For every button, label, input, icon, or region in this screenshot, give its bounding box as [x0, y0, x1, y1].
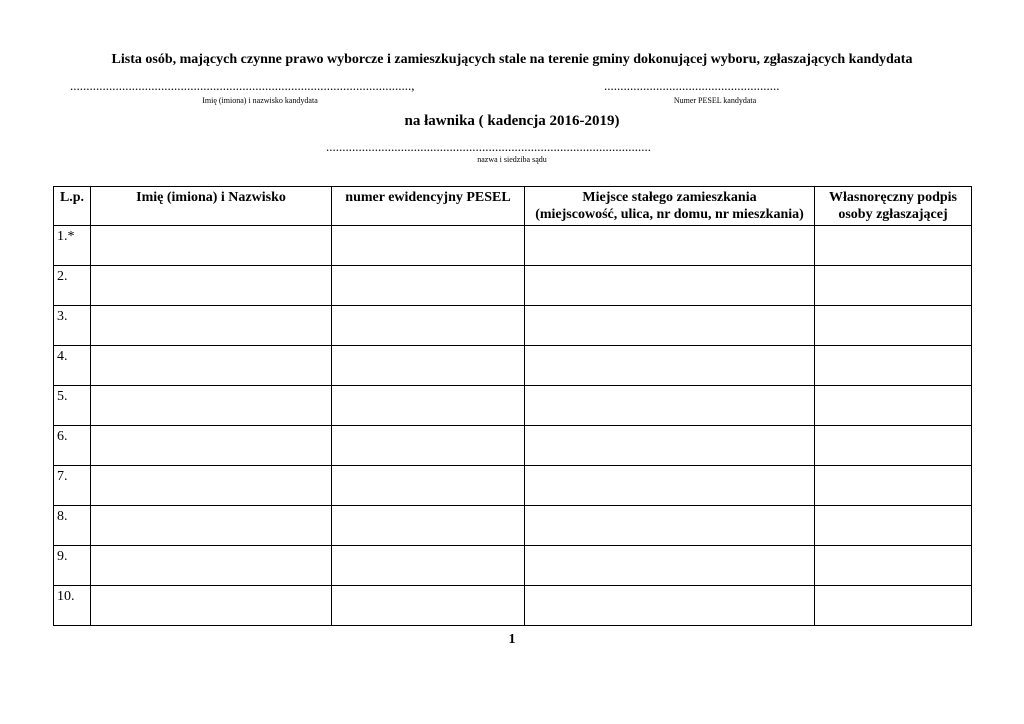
pesel-cell[interactable] [332, 226, 525, 266]
address-cell[interactable] [525, 586, 815, 626]
court-caption: nazwa i siedziba sądu [477, 155, 547, 164]
address-cell[interactable] [525, 266, 815, 306]
address-cell[interactable] [525, 546, 815, 586]
name-cell[interactable] [91, 506, 332, 546]
row-number-cell: 7. [54, 466, 91, 506]
table-row [54, 466, 972, 506]
pesel-cell[interactable] [332, 586, 525, 626]
signature-cell[interactable] [815, 586, 972, 626]
candidate-name-caption: Imię (imiona) i nazwisko kandydata [202, 96, 318, 105]
row-number-cell: 10. [54, 586, 91, 626]
document-title: Lista osób, mających czynne prawo wyborcze i zamieszkujących stale na terenie gminy dokonującej wyboru, zgłaszających kandydata [111, 52, 913, 67]
column-header-line: Miejsce stałego zamieszkania [582, 190, 757, 205]
pesel-cell[interactable] [332, 546, 525, 586]
signature-cell[interactable] [815, 306, 972, 346]
pesel-cell[interactable] [332, 466, 525, 506]
row-number-cell: 8. [54, 506, 91, 546]
table-header-row [54, 187, 972, 226]
table-row [54, 426, 972, 466]
name-cell[interactable] [91, 386, 332, 426]
table-row [54, 386, 972, 426]
page-number: 1 [508, 632, 516, 647]
address-cell[interactable] [525, 466, 815, 506]
column-header-line: numer ewidencyjny PESEL [345, 190, 511, 205]
document-subtitle: na ławnika ( kadencja 2016-2019) [404, 113, 620, 129]
row-number-cell: 3. [54, 306, 91, 346]
row-number-cell: 5. [54, 386, 91, 426]
signature-cell[interactable] [815, 546, 972, 586]
table-row [54, 346, 972, 386]
name-cell[interactable] [91, 586, 332, 626]
row-number-cell: 2. [54, 266, 91, 306]
name-cell[interactable] [91, 226, 332, 266]
address-cell[interactable] [525, 226, 815, 266]
candidate-pesel-dots: ...................................................... [604, 78, 780, 93]
signature-cell[interactable] [815, 346, 972, 386]
table-row [54, 266, 972, 306]
row-number-cell: 6. [54, 426, 91, 466]
signature-cell[interactable] [815, 226, 972, 266]
signatures-table [53, 186, 972, 626]
name-cell[interactable] [91, 466, 332, 506]
column-header-signature [815, 187, 972, 226]
column-header-pesel [332, 187, 525, 226]
address-cell[interactable] [525, 386, 815, 426]
row-number-cell: 9. [54, 546, 91, 586]
signature-cell[interactable] [815, 466, 972, 506]
pesel-cell[interactable] [332, 386, 525, 426]
column-header-lp [54, 187, 91, 226]
row-number-cell: 4. [54, 346, 91, 386]
pesel-cell[interactable] [332, 306, 525, 346]
table-row [54, 546, 972, 586]
column-header-line: Własnoręczny podpis [829, 190, 957, 205]
column-header-line: (miejscowość, ulica, nr domu, nr mieszkania) [535, 207, 804, 222]
address-cell[interactable] [525, 306, 815, 346]
candidate-pesel-caption: Numer PESEL kandydata [673, 96, 757, 105]
court-dots: .................................................................................................... [326, 139, 651, 154]
address-cell[interactable] [525, 426, 815, 466]
name-cell[interactable] [91, 546, 332, 586]
signature-cell[interactable] [815, 506, 972, 546]
column-header-line: osoby zgłaszającej [838, 207, 948, 222]
pesel-cell[interactable] [332, 346, 525, 386]
table-row [54, 306, 972, 346]
address-cell[interactable] [525, 506, 815, 546]
name-cell[interactable] [91, 306, 332, 346]
pesel-cell[interactable] [332, 506, 525, 546]
column-header-line: L.p. [59, 190, 85, 205]
signature-cell[interactable] [815, 426, 972, 466]
column-header-line: Imię (imiona) i Nazwisko [136, 190, 286, 205]
table-row [54, 586, 972, 626]
row-number-cell: 1.* [54, 226, 91, 266]
address-cell[interactable] [525, 346, 815, 386]
name-cell[interactable] [91, 266, 332, 306]
name-cell[interactable] [91, 346, 332, 386]
table-row [54, 506, 972, 546]
name-cell[interactable] [91, 426, 332, 466]
candidate-name-dots: ........................................................................................................., [70, 78, 415, 93]
signature-cell[interactable] [815, 386, 972, 426]
pesel-cell[interactable] [332, 426, 525, 466]
pesel-cell[interactable] [332, 266, 525, 306]
column-header-address [525, 187, 815, 226]
table-row [54, 226, 972, 266]
table-body [54, 226, 972, 626]
signature-cell[interactable] [815, 266, 972, 306]
column-header-name [91, 187, 332, 226]
